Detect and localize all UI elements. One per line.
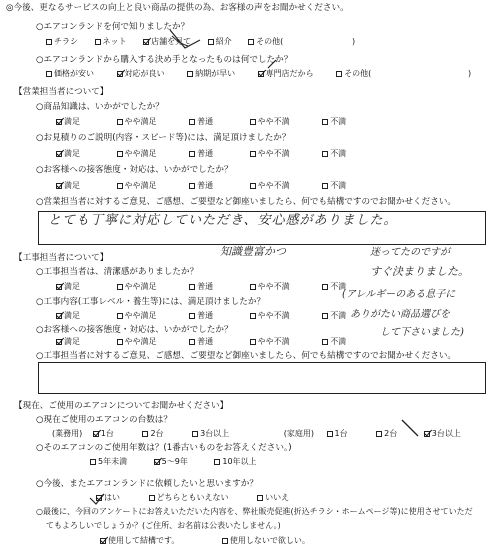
rating-row: 満足 やや満足 普通 やや不満 不満 [56,150,360,158]
work-header: 【工事担当者について】 [14,253,109,263]
reason-option[interactable]: その他( [336,70,371,78]
question-source: ○エアコンランドを何で知りましたか？ [36,22,190,32]
current-header: 【現在、ご使用のエアコンについてお聞かせください】 [14,401,229,411]
source-option[interactable]: ネット [95,38,127,46]
work-q3: ○お客様への接客態度・対応は、いかがでしたか？ [36,325,233,335]
rating-row: 満足 やや満足 普通 やや不満 不満 [56,312,360,320]
sales-q3: ○お客様への接客態度・対応は、いかがでしたか？ [36,165,233,175]
sales-handwriting-3: 迷ってたのですが [370,247,450,258]
sales-q2: ○お見積りのご説明(内容・スピード等)には、満足頂けましたか？ [36,133,291,143]
sales-handwriting-1: とても丁寧に対応していただき、安心感がありました。 [48,213,398,228]
current-q1: ○現在ご使用のエアコンの台数は？ [36,415,172,425]
reason-option[interactable]: 専門店だから [258,70,314,78]
work-q2: ○工事内容(工事レベル・養生等)には、満足頂けましたか？ [36,297,266,307]
question-consent-line1: ○最後に、今回のアンケートにお答えいただいた内容を、弊社販売促進(折込チラシ・ホームページ等)に使用させていただ [36,507,473,516]
consent-row: 使用して結構です。 使用しないで欲しい。 [100,537,324,545]
check-stroke [402,420,418,436]
reason-option[interactable]: 納期が早い [187,70,235,78]
intro-text: ◎今後、更なるサービスの向上と良い商品の提供の為、お客様の声をお聞かせください。 [6,3,349,13]
work-handwriting-2: (アレルギーのある息子に [342,289,456,300]
sales-q1: ○商品知識は、いかがでしたか？ [36,102,164,112]
question-reason: ○エアコンランドから購入する決め手となったものは何でしたか？ [36,55,293,65]
current-q2: ○そのエアコンのご使用年数は？(1番古いものをお答えください。) [36,443,292,453]
reason-option[interactable]: 対応が良い [117,70,165,78]
check-stroke [90,494,104,504]
business-label: (業務用) [52,429,83,438]
year-row: 5年未満 5～9年 10年以上 [90,458,271,466]
work-handwriting-4: して下さいました) [380,327,464,338]
work-handwriting-3: ありがたい商品選びを [350,309,450,320]
work-q1: ○工事担当者は、清潔感がありましたか？ [36,267,199,277]
rating-row: 満足 やや満足 普通 やや不満 不満 [56,338,360,346]
future-row: はい どちらともいえない いいえ [96,494,303,502]
rating-row: 満足 やや満足 普通 やや不満 不満 [56,283,360,291]
source-option[interactable]: その他( [248,38,283,46]
source-option[interactable]: チラシ [46,38,78,46]
question-consent-line2: てもよろしいでしょうか？(ご住所、お名前は公表いたしません。) [46,521,281,530]
work-handwriting-1: すぐ決まりました。 [370,265,469,278]
sales-q4: ○営業担当者に対するご意見、ご感想、ご要望など御座いましたら、何でも結構ですのでお聞かせください。 [36,197,457,207]
sales-header: 【営業担当者について】 [14,87,109,97]
check-stroke [172,36,188,46]
source-option[interactable]: 紹介 [208,38,232,46]
unit-row: (業務用) 1台 2台 3台以上 (家庭用) 1台 2台 3台以上 [52,429,461,438]
reason-option[interactable]: 価格が安い [46,70,94,78]
rating-row: 満足 やや満足 普通 やや不満 不満 [56,118,360,126]
source-other-close: ) [352,37,356,46]
check-stroke [268,60,276,68]
rating-row: 満足 やや満足 普通 やや不満 不満 [56,182,360,190]
home-label: (家庭用) [283,429,314,438]
question-future: ○今後、またエアコンランドに依頼したいと思いますか？ [36,479,258,489]
source-option[interactable]: 店舗を見て [143,38,191,46]
reason-other-close: ) [468,69,472,78]
work-q4: ○工事担当者に対するご意見、ご感想、ご要望など御座いましたら、何でも結構ですのでお聞かせください。 [36,351,457,361]
sales-handwriting-2: 知識豊富かつ [220,245,286,258]
